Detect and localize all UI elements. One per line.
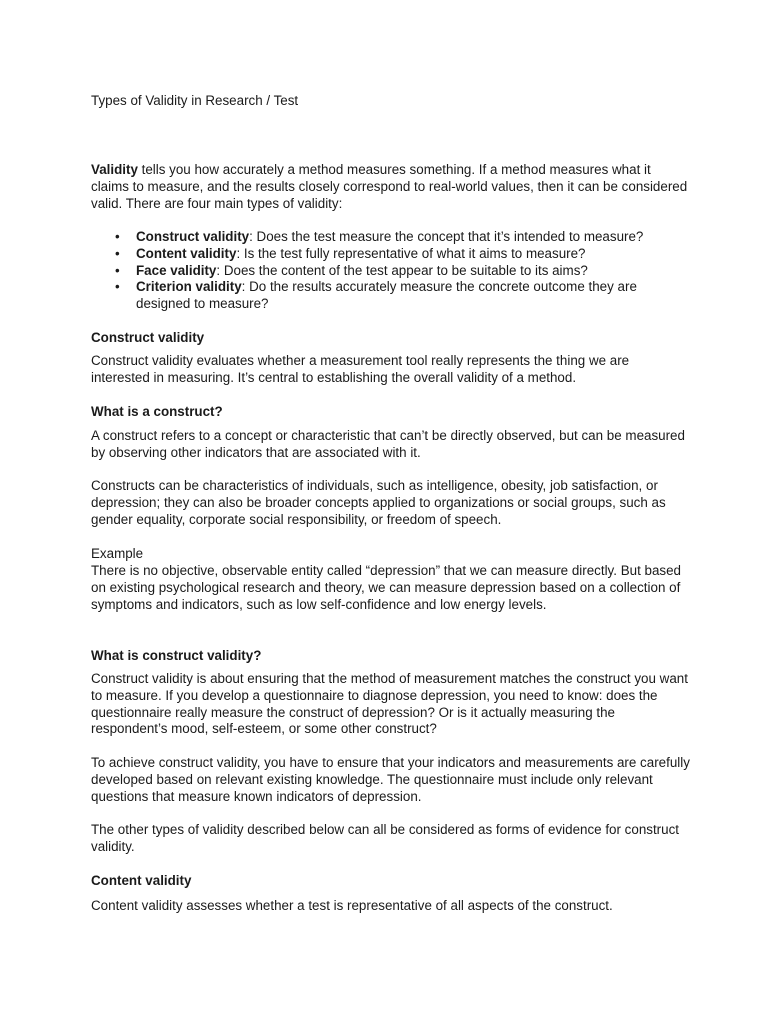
document-title: Types of Validity in Research / Test xyxy=(91,93,299,108)
list-item-text: : Does the content of the test appear to be suitable to its aims? xyxy=(216,262,588,278)
example-label: Example xyxy=(91,546,144,561)
bullet-icon: • xyxy=(115,229,120,244)
list-item-text: : Is the test fully representative of what it aims to measure? xyxy=(236,245,586,261)
validity-types-list xyxy=(91,229,691,313)
heading-construct-validity: Construct validity xyxy=(91,330,205,345)
list-item-term: Content validity xyxy=(136,245,237,261)
list-item-text: : Does the test measure the concept that it’s intended to measure? xyxy=(249,229,644,244)
list-item-text: : Do the results accurately measure the concrete outcome they are designed to measure? xyxy=(136,279,637,312)
list-item xyxy=(91,263,691,280)
list-item xyxy=(91,279,691,313)
paragraph-construct-characteristics: Constructs can be characteristics of individuals, such as intelligence, obesity, job satisfaction, or depression; they can also be broader concepts applied to organizations or social groups, such as gender equality, corporate social responsibility, or freedom of speech. xyxy=(91,478,666,527)
paragraph-content-validity: Content validity assesses whether a test is representative of all aspects of the construct. xyxy=(91,898,613,913)
bullet-icon: • xyxy=(115,245,120,261)
intro-text: tells you how accurately a method measures something. If a method measures what it claims to measure, and the results closely correspond to real-world values, then it can be considered valid. There are four main types of validity: xyxy=(91,162,688,211)
bullet-icon: • xyxy=(115,262,120,278)
paragraph-construct-validity-2: To achieve construct validity, you have to ensure that your indicators and measurements are carefully developed based on relevant existing knowledge. The questionnaire must include only relevant questions that measure known indicators of depression. xyxy=(91,755,690,804)
paragraph-construct-validity-3: The other types of validity described below can all be considered as forms of evidence for construct validity. xyxy=(91,822,680,854)
heading-what-is-construct: What is a construct? xyxy=(91,404,223,419)
list-item xyxy=(91,246,691,263)
list-item-term: Face validity xyxy=(136,262,217,278)
list-item-term: Criterion validity xyxy=(136,279,242,295)
list-item xyxy=(91,229,691,246)
list-item-term: Construct validity xyxy=(136,229,250,244)
paragraph-construct-validity: Construct validity evaluates whether a measurement tool really represents the thing we are interested in measuring. It’s central to establishing the overall validity of a method. xyxy=(91,353,630,385)
intro-lead-term: Validity xyxy=(91,162,138,177)
paragraph-construct-validity-1: Construct validity is about ensuring that the method of measurement matches the construct you want to measure. If you develop a questionnaire to diagnose depression, you need to know: does the questionnaire really measure the construct of depression? Or is it actually measuring the respondent’s mood, self-esteem, or some other construct? xyxy=(91,671,688,737)
paragraph-example: There is no objective, observable entity called “depression” that we can measure directly. But based on existing psychological research and theory, we can measure depression based on a collection of symptoms and indicators, such as low self-confidence and low energy levels. xyxy=(91,563,681,612)
intro-paragraph xyxy=(91,162,691,212)
bullet-icon: • xyxy=(115,279,120,295)
paragraph-construct-definition: A construct refers to a concept or characteristic that can’t be directly observed, but can be measured by observing other indicators that are associated with it. xyxy=(91,428,685,460)
heading-content-validity: Content validity xyxy=(91,873,192,888)
heading-what-is-construct-validity: What is construct validity? xyxy=(91,648,262,663)
